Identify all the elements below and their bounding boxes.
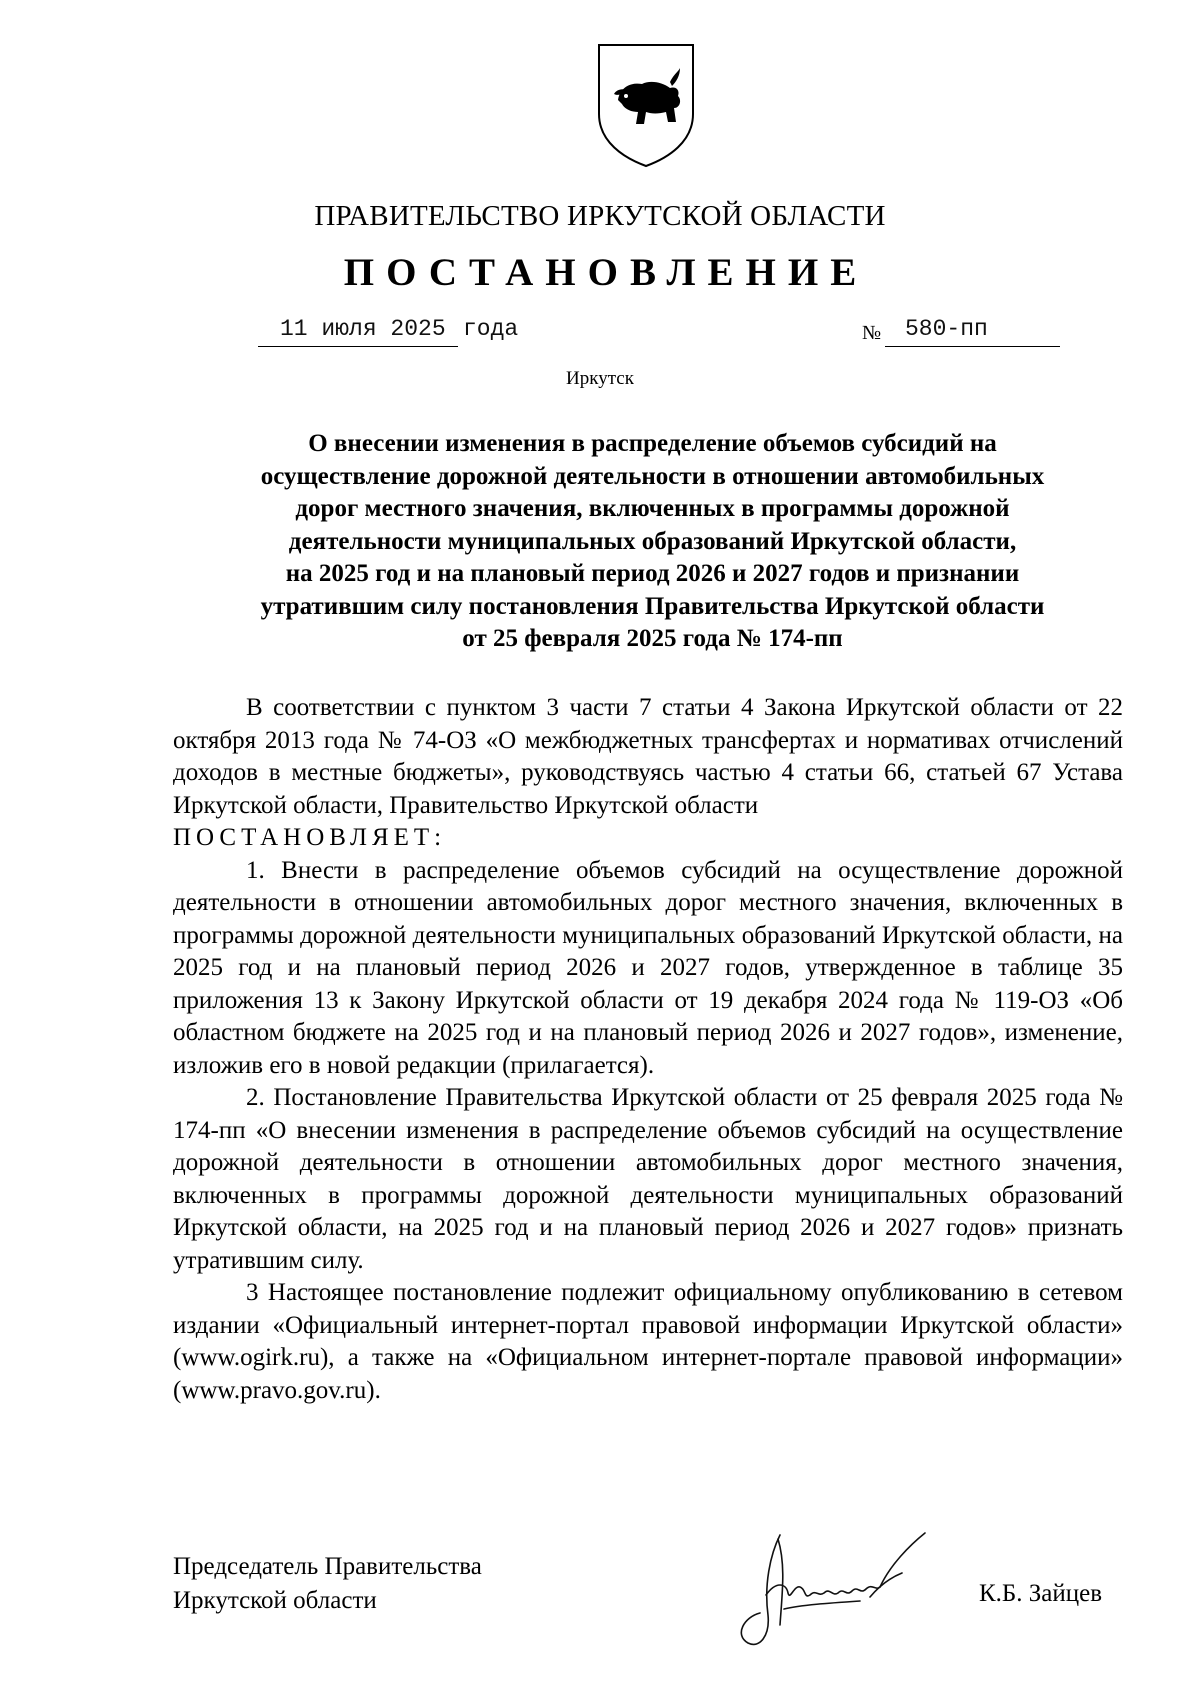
heading-line: утратившим силу постановления Правительства Иркутской области (260, 592, 1045, 620)
heading-line: на 2025 год и на плановый период 2026 и 2027 годов и признании (285, 560, 1020, 587)
signer-name: К.Б. Зайцев (979, 1580, 1103, 1607)
date-suffix: года (463, 316, 519, 342)
signer-title-line: Председатель Правительства (173, 1553, 482, 1580)
coat-of-arms-icon (596, 42, 696, 169)
heading-line: дорог местного значения, включенных в программы дорожной (295, 495, 1010, 522)
item-3-paragraph: 3 Настоящее постановление подлежит официальному опубликованию в сетевом издании «Официальный интернет-портал правовой информации Иркутской области» (www.ogirk.ru), а также на «Официальном интернет-портале правовой информации» (www.pravo.gov.ru). (173, 1279, 1123, 1404)
document-body (173, 692, 1123, 1407)
government-name: ПРАВИТЕЛЬСТВО ИРКУТСКОЙ ОБЛАСТИ (314, 200, 886, 232)
signer-title-line: Иркутской области (173, 1587, 377, 1614)
document-heading (185, 428, 1120, 656)
city: Иркутск (566, 368, 634, 389)
number-sign: № (862, 322, 882, 344)
preamble-paragraph: В соответствии с пунктом 3 части 7 статьи 4 Закона Иркутской области от 22 октября 2013 года № 74-ОЗ «О межбюджетных трансфертах и нормативах отчислений доходов в местные бюджеты», руководствуясь частью 4 статьи 66, статьей 67 Устава Иркутской области, Правительство Иркутской области (173, 694, 1123, 819)
signer-title (173, 1550, 482, 1618)
heading-line: осуществление дорожной деятельности в отношении автомобильных (260, 462, 1045, 490)
heading-line: О внесении изменения в распределение объемов субсидий на (308, 430, 997, 457)
handwritten-signature-icon (720, 1525, 970, 1655)
item-2-paragraph: 2. Постановление Правительства Иркутской области от 25 февраля 2025 года № 174-пп «О внесении изменения в распределение объемов субсидий на осуществление дорожной деятельности в отношении автомобильных дорог местного значения, включенных в программы дорожной деятельности муниципальных образований Иркутской области, на 2025 год и на плановый период 2026 и 2027 годов» признать утратившим силу. (173, 1084, 1123, 1274)
heading-line: от 25 февраля 2025 года № 174-пп (462, 625, 843, 652)
number-field (885, 316, 1060, 347)
decree-word: ПОСТАНОВЛЯЕТ: (173, 824, 447, 851)
document-type: ПОСТАНОВЛЕНИЕ (343, 251, 869, 294)
document-date: 11 июля 2025 (280, 316, 446, 342)
date-field (258, 316, 458, 347)
heading-line: деятельности муниципальных образований Иркутской области, (288, 527, 1017, 555)
document-number: 580-пп (905, 316, 988, 342)
item-1-paragraph: 1. Внести в распределение объемов субсидий на осуществление дорожной деятельности в отношении автомобильных дорог местного значения, включенных в программы дорожной деятельности муниципальных образований Иркутской области, на 2025 год и на плановый период 2026 и 2027 годов, утвержденное в таблице 35 приложения 13 к Закону Иркутской области от 19 декабря 2024 года № 119-ОЗ «Об областном бюджете на 2025 год и на плановый период 2026 и 2027 годов», изменение, изложив его в новой редакции (прилагается). (173, 856, 1123, 1079)
